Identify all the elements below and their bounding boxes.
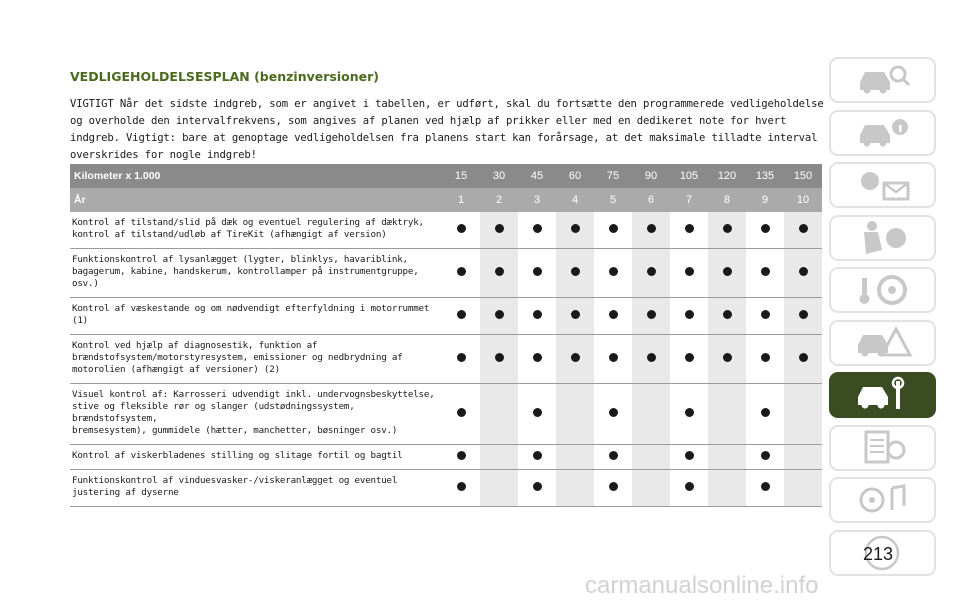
interval-cell (556, 470, 594, 507)
service-dot (495, 267, 504, 276)
interval-cell (480, 445, 518, 470)
year-value: 6 (632, 188, 670, 212)
interval-cell (632, 470, 670, 507)
technical-data-icon (852, 428, 914, 468)
service-dot (723, 224, 732, 233)
interval-cell (518, 384, 556, 445)
year-value: 3 (518, 188, 556, 212)
interval-cell (670, 445, 708, 470)
interval-cell (556, 384, 594, 445)
task-description: Funktionskontrol af lysanlægget (lygter, blinklys, havariblink, bagagerum, kabine, handskerum, kontrollamper på instrumentgruppe, osv.) (70, 249, 442, 298)
chapter-tab[interactable] (829, 215, 936, 261)
km-value: 30 (480, 164, 518, 188)
year-value: 5 (594, 188, 632, 212)
interval-cell (594, 445, 632, 470)
interval-cell (556, 445, 594, 470)
km-header-row (70, 164, 822, 188)
service-dot (647, 310, 656, 319)
interval-cell (670, 212, 708, 249)
interval-cell (556, 212, 594, 249)
chapter-tab[interactable] (829, 320, 936, 366)
year-value: 7 (670, 188, 708, 212)
service-dot (495, 310, 504, 319)
service-dot (685, 451, 694, 460)
section-heading: VEDLIGEHOLDELSESPLAN (benzinversioner) (70, 69, 379, 84)
km-value: 60 (556, 164, 594, 188)
km-value: 135 (746, 164, 784, 188)
task-description: Kontrol af viskerbladenes stilling og slitage fortil og bagtil (70, 445, 442, 470)
service-dot (799, 353, 808, 362)
interval-cell (442, 470, 480, 507)
service-dot (533, 482, 542, 491)
interval-cell (708, 470, 746, 507)
service-dot (609, 353, 618, 362)
service-dot (723, 267, 732, 276)
service-dot (685, 353, 694, 362)
km-value: 15 (442, 164, 480, 188)
service-dot (647, 353, 656, 362)
service-dot (647, 267, 656, 276)
table-row (70, 384, 822, 445)
task-description: Funktionskontrol af vinduesvasker-/viskeranlægget og eventuel justering af dyserne (70, 470, 442, 507)
interval-cell (594, 212, 632, 249)
service-dot (761, 408, 770, 417)
interval-cell (594, 249, 632, 298)
task-description: Kontrol af væskestande og om nødvendigt efterfyldning i motorrummet (1) (70, 298, 442, 335)
service-dot (457, 353, 466, 362)
interval-cell (632, 384, 670, 445)
interval-cell (442, 298, 480, 335)
interval-cell (518, 249, 556, 298)
year-value: 2 (480, 188, 518, 212)
interval-cell (518, 212, 556, 249)
page-number: 213 (863, 544, 894, 564)
interval-cell (480, 298, 518, 335)
interval-cell (708, 445, 746, 470)
service-dot (533, 451, 542, 460)
service-dot (457, 408, 466, 417)
task-description: Kontrol af tilstand/slid på dæk og eventuel regulering af dæktryk, kontrol af tilstand/udløb af TireKit (afhængigt af version) (70, 212, 442, 249)
table-row (70, 212, 822, 249)
interval-cell (480, 470, 518, 507)
service-dot (533, 353, 542, 362)
interval-cell (480, 384, 518, 445)
service-dot (685, 267, 694, 276)
service-dot (609, 482, 618, 491)
interval-cell (746, 384, 784, 445)
car-wrench-icon (852, 375, 914, 415)
interval-cell (518, 445, 556, 470)
service-dot (761, 353, 770, 362)
service-dot (723, 310, 732, 319)
service-dot (457, 267, 466, 276)
service-dot (533, 224, 542, 233)
service-dot (457, 224, 466, 233)
service-dot (799, 267, 808, 276)
interval-cell (708, 384, 746, 445)
task-description: Visuel kontrol af: Karrosseri udvendigt inkl. undervognsbeskyttelse, stive og fleksible rør og slanger (udstødningssystem, brændstofsystem, bremsesystem), gummidele (hætter, manchetter, bøsninger osv.) (70, 384, 442, 445)
interval-cell (632, 445, 670, 470)
service-dot (685, 224, 694, 233)
interval-cell (708, 298, 746, 335)
interval-cell (670, 384, 708, 445)
service-dot (457, 482, 466, 491)
service-dot (457, 310, 466, 319)
table-row (70, 445, 822, 470)
interval-cell (556, 335, 594, 384)
interval-cell (708, 212, 746, 249)
interval-cell (784, 470, 822, 507)
interval-cell (670, 298, 708, 335)
interval-cell (784, 335, 822, 384)
interval-cell (480, 212, 518, 249)
year-header-label: År (70, 188, 442, 212)
km-value: 45 (518, 164, 556, 188)
km-value: 150 (784, 164, 822, 188)
chapter-tab[interactable] (829, 267, 936, 313)
interval-cell (670, 249, 708, 298)
interval-cell (670, 335, 708, 384)
chapter-tab[interactable] (829, 57, 936, 103)
interval-cell (442, 445, 480, 470)
year-value: 1 (442, 188, 480, 212)
interval-cell (670, 470, 708, 507)
interval-cell (708, 335, 746, 384)
interval-cell (632, 298, 670, 335)
interval-cell (442, 249, 480, 298)
interval-cell (784, 249, 822, 298)
service-dot (761, 451, 770, 460)
service-dot (495, 224, 504, 233)
car-search-icon (852, 60, 914, 100)
interval-cell (632, 335, 670, 384)
table-row (70, 298, 822, 335)
interval-cell (746, 470, 784, 507)
year-value: 10 (784, 188, 822, 212)
service-dot (685, 310, 694, 319)
service-dot (533, 310, 542, 319)
chapter-tab[interactable] (829, 425, 936, 471)
service-dot (609, 408, 618, 417)
service-dot (495, 353, 504, 362)
service-dot (457, 451, 466, 460)
multimedia-icon (852, 480, 914, 520)
service-dot (799, 310, 808, 319)
km-value: 75 (594, 164, 632, 188)
interval-cell (746, 249, 784, 298)
interval-cell (746, 298, 784, 335)
service-dot (533, 267, 542, 276)
interval-cell (442, 384, 480, 445)
chapter-tab[interactable] (829, 477, 936, 523)
interval-cell (442, 335, 480, 384)
km-value: 120 (708, 164, 746, 188)
warning-lights-message-icon (852, 165, 914, 205)
interval-cell (784, 212, 822, 249)
service-dot (571, 224, 580, 233)
chapter-tab[interactable] (829, 162, 936, 208)
chapter-tab[interactable] (829, 372, 936, 418)
task-description: Kontrol ved hjælp af diagnosestik, funktion af brændstofsystem/motorstyresystem, emissioner og nedbrydning af motorolien (afhængigt af versioner) (2) (70, 335, 442, 384)
table-row (70, 335, 822, 384)
interval-cell (746, 335, 784, 384)
table-body (70, 212, 822, 507)
year-value: 9 (746, 188, 784, 212)
service-dot (571, 353, 580, 362)
interval-cell (784, 298, 822, 335)
interval-cell (556, 249, 594, 298)
interval-cell (632, 212, 670, 249)
service-dot (647, 224, 656, 233)
table-row (70, 470, 822, 507)
interval-cell (518, 298, 556, 335)
car-breakdown-warning-icon (852, 323, 914, 363)
year-value: 4 (556, 188, 594, 212)
service-dot (609, 451, 618, 460)
km-value: 90 (632, 164, 670, 188)
interval-cell (746, 212, 784, 249)
year-value: 8 (708, 188, 746, 212)
car-info-icon (852, 113, 914, 153)
service-dot (761, 310, 770, 319)
interval-cell (480, 249, 518, 298)
interval-cell (480, 335, 518, 384)
interval-cell (594, 470, 632, 507)
chapter-tab[interactable] (829, 110, 936, 156)
service-dot (761, 482, 770, 491)
chapter-tab-sidebar (829, 57, 936, 582)
km-value: 105 (670, 164, 708, 188)
interval-cell (594, 298, 632, 335)
interval-cell (746, 445, 784, 470)
interval-cell (594, 384, 632, 445)
service-dot (571, 310, 580, 319)
interval-cell (708, 249, 746, 298)
interval-cell (518, 470, 556, 507)
maintenance-table (70, 164, 822, 507)
interval-cell (442, 212, 480, 249)
intro-paragraph: VIGTIGT Når det sidste indgreb, som er angivet i tabellen, er udført, skal du fortsætte den programmerede vedligeholdelse og overholde den intervalfrekvens, som angives af planen ved hjælp af prikker eller med en dedikeret note for hvert indgreb. Vigtigt: bare at genoptage vedligeholdelsen fra planens start kan forårsage, at det maksimale tilladte interval overskrides for nogle indgreb! (70, 98, 824, 161)
service-dot (685, 482, 694, 491)
service-dot (533, 408, 542, 417)
service-dot (609, 224, 618, 233)
service-dot (609, 267, 618, 276)
service-dot (571, 267, 580, 276)
service-dot (723, 353, 732, 362)
interval-cell (556, 298, 594, 335)
table-row (70, 249, 822, 298)
km-header-label: Kilometer x 1.000 (70, 164, 442, 188)
year-header-row (70, 188, 822, 212)
service-dot (761, 267, 770, 276)
service-dot (799, 224, 808, 233)
watermark: carmanualsonline.info (585, 572, 819, 599)
interval-cell (632, 249, 670, 298)
interval-cell (784, 384, 822, 445)
service-dot (609, 310, 618, 319)
seat-airbag-icon (852, 218, 914, 258)
service-dot (761, 224, 770, 233)
service-dot (685, 408, 694, 417)
key-steering-wheel-icon (852, 270, 914, 310)
interval-cell (594, 335, 632, 384)
interval-cell (784, 445, 822, 470)
interval-cell (518, 335, 556, 384)
